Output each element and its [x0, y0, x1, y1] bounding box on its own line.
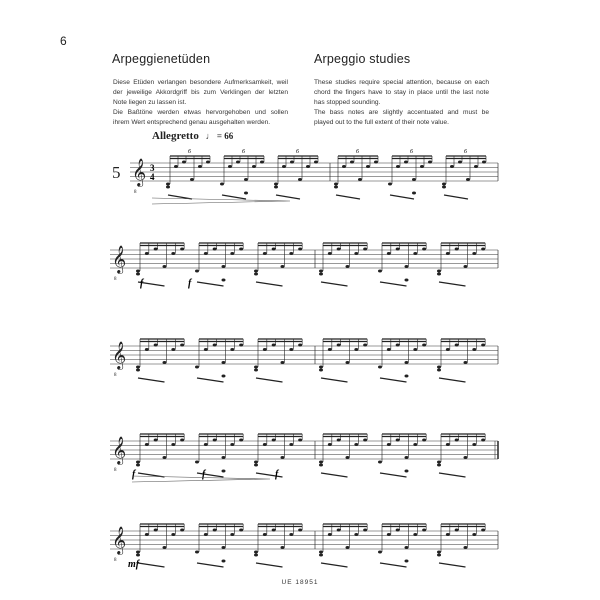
bass-beam	[336, 195, 360, 199]
note-head	[464, 361, 468, 364]
note-head	[222, 265, 226, 268]
note-head	[239, 344, 243, 347]
bass-note-head	[334, 186, 338, 189]
note-head	[422, 439, 426, 442]
note-head	[230, 252, 234, 255]
dynamic-marking: f	[275, 469, 279, 480]
note-head	[289, 252, 293, 255]
note-head	[154, 344, 158, 347]
note-head	[171, 533, 175, 536]
bass-beam	[380, 473, 407, 477]
note-head	[396, 529, 400, 532]
note-head	[472, 533, 476, 536]
bass-beam	[197, 378, 224, 382]
bass-note-head	[136, 554, 140, 557]
note-head	[472, 252, 476, 255]
note-head	[145, 348, 149, 351]
note-head	[182, 161, 186, 164]
note-head	[482, 161, 486, 164]
note-head	[405, 456, 409, 459]
treble-clef-icon: 𝄞	[132, 158, 147, 186]
note-head	[136, 551, 140, 554]
note-head	[298, 178, 302, 181]
note-head	[472, 443, 476, 446]
metronome-mark: ♩ = 66	[205, 131, 234, 141]
note-head	[230, 443, 234, 446]
dynamic-marking: f	[140, 278, 144, 289]
note-head	[204, 252, 208, 255]
note-head	[195, 551, 199, 554]
note-head	[464, 546, 468, 549]
bass-beam	[222, 195, 246, 199]
note-head	[387, 252, 391, 255]
note-head	[314, 161, 318, 164]
note-head	[195, 366, 199, 369]
time-signature-top: 3	[150, 163, 155, 173]
note-head	[337, 344, 341, 347]
note-head	[337, 529, 341, 532]
dynamic-marking: f	[188, 278, 192, 289]
note-head	[244, 178, 248, 181]
note-head	[198, 165, 202, 168]
dynamic-marking: f	[202, 469, 206, 480]
bass-note-head	[437, 369, 441, 372]
note-head	[396, 248, 400, 251]
note-head	[328, 252, 332, 255]
note-head	[328, 533, 332, 536]
note-head	[298, 529, 302, 532]
note-head	[319, 551, 323, 554]
tuplet-number: 6	[356, 149, 359, 155]
note-head	[195, 270, 199, 273]
note-head	[328, 443, 332, 446]
bass-beam	[380, 563, 407, 567]
note-head	[354, 533, 358, 536]
note-head	[136, 461, 140, 464]
note-head	[213, 529, 217, 532]
note-head	[281, 361, 285, 364]
note-head	[171, 443, 175, 446]
note-head	[206, 161, 210, 164]
bass-beam	[321, 378, 348, 382]
bass-beam	[390, 195, 414, 199]
bass-note-head	[405, 375, 409, 378]
tuplet-number: 6	[410, 149, 413, 155]
note-head	[481, 439, 485, 442]
note-head	[363, 529, 367, 532]
note-head	[213, 344, 217, 347]
octave-mark: 8	[114, 468, 117, 473]
note-head	[180, 344, 184, 347]
note-head	[442, 183, 446, 186]
note-head	[413, 533, 417, 536]
note-head	[413, 443, 417, 446]
note-head	[136, 270, 140, 273]
note-head	[195, 461, 199, 464]
bass-beam	[256, 282, 283, 286]
bass-note-head	[319, 369, 323, 372]
note-head	[455, 529, 459, 532]
note-head	[281, 456, 285, 459]
note-head	[420, 165, 424, 168]
note-head	[378, 366, 382, 369]
note-head	[481, 344, 485, 347]
note-head	[354, 348, 358, 351]
note-head	[428, 161, 432, 164]
note-head	[404, 161, 408, 164]
note-head	[388, 183, 392, 186]
note-head	[437, 366, 441, 369]
note-head	[263, 443, 267, 446]
bass-note-head	[405, 279, 409, 282]
note-head	[474, 165, 478, 168]
note-head	[236, 161, 240, 164]
note-head	[378, 551, 382, 554]
note-head	[239, 439, 243, 442]
note-head	[412, 178, 416, 181]
bass-note-head	[437, 464, 441, 467]
note-head	[405, 265, 409, 268]
note-head	[166, 183, 170, 186]
bass-beam	[439, 378, 466, 382]
note-head	[254, 270, 258, 273]
note-head	[464, 265, 468, 268]
note-head	[289, 348, 293, 351]
note-head	[289, 533, 293, 536]
note-head	[298, 344, 302, 347]
note-head	[346, 546, 350, 549]
note-head	[337, 248, 341, 251]
tuplet-number: 6	[188, 149, 191, 155]
note-head	[136, 366, 140, 369]
english-paragraph: The bass notes are slightly accentuated and must be played out to the full extent of their note value.	[314, 109, 489, 126]
note-head	[154, 248, 158, 251]
note-head	[455, 344, 459, 347]
note-head	[272, 529, 276, 532]
octave-mark: 8	[114, 558, 117, 563]
bass-beam	[197, 282, 224, 286]
bass-beam	[276, 195, 300, 199]
bass-beam	[138, 378, 165, 382]
bass-note-head	[442, 186, 446, 189]
note-head	[437, 270, 441, 273]
note-head	[363, 344, 367, 347]
note-head	[446, 348, 450, 351]
note-head	[290, 161, 294, 164]
note-head	[328, 348, 332, 351]
bass-note-head	[166, 186, 170, 189]
note-head	[163, 546, 167, 549]
note-head	[387, 443, 391, 446]
note-head	[387, 533, 391, 536]
note-head	[154, 529, 158, 532]
note-head	[171, 348, 175, 351]
bass-beam	[321, 473, 348, 477]
bass-beam	[321, 563, 348, 567]
treble-clef-icon: 𝄞	[112, 245, 127, 273]
note-head	[163, 361, 167, 364]
note-head	[481, 529, 485, 532]
note-head	[222, 361, 226, 364]
note-head	[171, 252, 175, 255]
note-head	[213, 439, 217, 442]
note-head	[272, 344, 276, 347]
bass-beam	[380, 282, 407, 286]
english-paragraph: These studies require special attention, because on each chord the fingers have to stay in place until the last note has stopped sounding.	[314, 79, 489, 106]
bass-note-head	[222, 560, 226, 563]
note-head	[446, 443, 450, 446]
note-head	[220, 183, 224, 186]
note-head	[481, 248, 485, 251]
note-head	[298, 439, 302, 442]
note-head	[358, 178, 362, 181]
note-head	[272, 439, 276, 442]
treble-clef-icon: 𝄞	[112, 341, 127, 369]
note-head	[298, 248, 302, 251]
bass-beam	[256, 378, 283, 382]
note-head	[230, 348, 234, 351]
page-number: 6	[60, 34, 67, 48]
bass-note-head	[254, 369, 258, 372]
bass-note-head	[222, 279, 226, 282]
decrescendo-hairpin	[152, 198, 290, 204]
note-head	[422, 248, 426, 251]
bass-note-head	[319, 554, 323, 557]
bass-beam	[380, 378, 407, 382]
note-head	[387, 348, 391, 351]
decrescendo-hairpin	[132, 476, 270, 482]
note-head	[405, 546, 409, 549]
note-head	[252, 165, 256, 168]
note-head	[350, 161, 354, 164]
bass-note-head	[319, 464, 323, 467]
note-head	[455, 248, 459, 251]
english-title: Arpeggio studies	[314, 52, 411, 66]
bass-note-head	[437, 554, 441, 557]
note-head	[204, 348, 208, 351]
note-head	[263, 533, 267, 536]
note-head	[281, 546, 285, 549]
note-head	[472, 348, 476, 351]
note-head	[263, 252, 267, 255]
note-head	[239, 529, 243, 532]
dynamic-marking: mf	[128, 559, 140, 570]
note-head	[363, 439, 367, 442]
note-head	[413, 348, 417, 351]
note-head	[222, 546, 226, 549]
octave-mark: 8	[114, 277, 117, 282]
note-head	[466, 178, 470, 181]
note-head	[396, 344, 400, 347]
note-head	[239, 248, 243, 251]
note-head	[180, 529, 184, 532]
bass-beam	[197, 563, 224, 567]
note-head	[282, 165, 286, 168]
note-head	[422, 344, 426, 347]
tuplet-number: 6	[242, 149, 245, 155]
bass-note-head	[319, 273, 323, 276]
note-head	[396, 165, 400, 168]
bass-note-head	[437, 273, 441, 276]
note-head	[346, 361, 350, 364]
note-head	[228, 165, 232, 168]
bass-note-head	[222, 470, 226, 473]
note-head	[334, 183, 338, 186]
note-head	[363, 248, 367, 251]
note-head	[204, 443, 208, 446]
bass-beam	[439, 473, 466, 477]
note-head	[319, 366, 323, 369]
note-head	[319, 461, 323, 464]
note-head	[342, 165, 346, 168]
note-head	[446, 533, 450, 536]
note-head	[464, 456, 468, 459]
bass-note-head	[254, 554, 258, 557]
note-head	[289, 443, 293, 446]
bass-beam	[256, 473, 283, 477]
note-head	[455, 439, 459, 442]
note-head	[254, 551, 258, 554]
note-head	[437, 461, 441, 464]
note-head	[346, 456, 350, 459]
bass-beam	[138, 563, 165, 567]
note-head	[378, 461, 382, 464]
german-paragraph: Die Baßtöne werden etwas hervorgehoben und sollen ihrem Wert entsprechend genau ausgehalten werden.	[113, 109, 288, 126]
note-head	[274, 183, 278, 186]
bass-note-head	[222, 375, 226, 378]
bass-note-head	[405, 560, 409, 563]
german-title: Arpeggienetüden	[112, 52, 211, 66]
note-head	[190, 178, 194, 181]
treble-clef-icon: 𝄞	[112, 526, 127, 554]
note-head	[272, 248, 276, 251]
bass-note-head	[244, 192, 248, 195]
note-head	[366, 165, 370, 168]
note-head	[263, 348, 267, 351]
bass-beam	[256, 563, 283, 567]
note-head	[180, 439, 184, 442]
tuplet-number: 6	[296, 149, 299, 155]
tuplet-number: 6	[464, 149, 467, 155]
note-head	[260, 161, 264, 164]
dynamic-marking: f	[132, 469, 136, 480]
bass-note-head	[136, 464, 140, 467]
note-head	[204, 533, 208, 536]
note-head	[446, 252, 450, 255]
note-head	[163, 265, 167, 268]
note-head	[354, 443, 358, 446]
note-head	[154, 439, 158, 442]
octave-mark: 8	[134, 190, 137, 195]
note-head	[413, 252, 417, 255]
bass-beam	[321, 282, 348, 286]
time-signature-bottom: 4	[150, 172, 155, 182]
bass-note-head	[412, 192, 416, 195]
note-head	[319, 270, 323, 273]
bass-note-head	[405, 470, 409, 473]
etude-number: 5	[112, 163, 121, 182]
bass-note-head	[274, 186, 278, 189]
note-head	[174, 165, 178, 168]
treble-clef-icon: 𝄞	[112, 436, 127, 464]
bass-beam	[197, 473, 224, 477]
bass-note-head	[136, 273, 140, 276]
note-head	[354, 252, 358, 255]
note-head	[145, 533, 149, 536]
note-head	[222, 456, 226, 459]
note-head	[422, 529, 426, 532]
bass-note-head	[254, 464, 258, 467]
note-head	[213, 248, 217, 251]
bass-beam	[439, 282, 466, 286]
note-head	[450, 165, 454, 168]
note-head	[163, 456, 167, 459]
note-head	[145, 443, 149, 446]
note-head	[346, 265, 350, 268]
bass-beam	[444, 195, 468, 199]
note-head	[306, 165, 310, 168]
octave-mark: 8	[114, 373, 117, 378]
note-head	[230, 533, 234, 536]
note-head	[180, 248, 184, 251]
bass-beam	[439, 563, 466, 567]
note-head	[437, 551, 441, 554]
note-head	[396, 439, 400, 442]
bass-note-head	[136, 369, 140, 372]
german-paragraph: Diese Etüden verlangen besondere Aufmerksamkeit, weil der jeweilige Akkordgriff bis zum Verklingen der letzten Note liegen zu lassen ist.	[113, 79, 288, 106]
note-head	[378, 270, 382, 273]
tempo-text: Allegretto	[152, 130, 199, 142]
note-head	[145, 252, 149, 255]
publisher-code: UE 18951	[281, 579, 319, 586]
note-head	[374, 161, 378, 164]
note-head	[281, 265, 285, 268]
note-head	[458, 161, 462, 164]
note-head	[254, 366, 258, 369]
note-head	[337, 439, 341, 442]
bass-note-head	[254, 273, 258, 276]
note-head	[405, 361, 409, 364]
note-head	[254, 461, 258, 464]
